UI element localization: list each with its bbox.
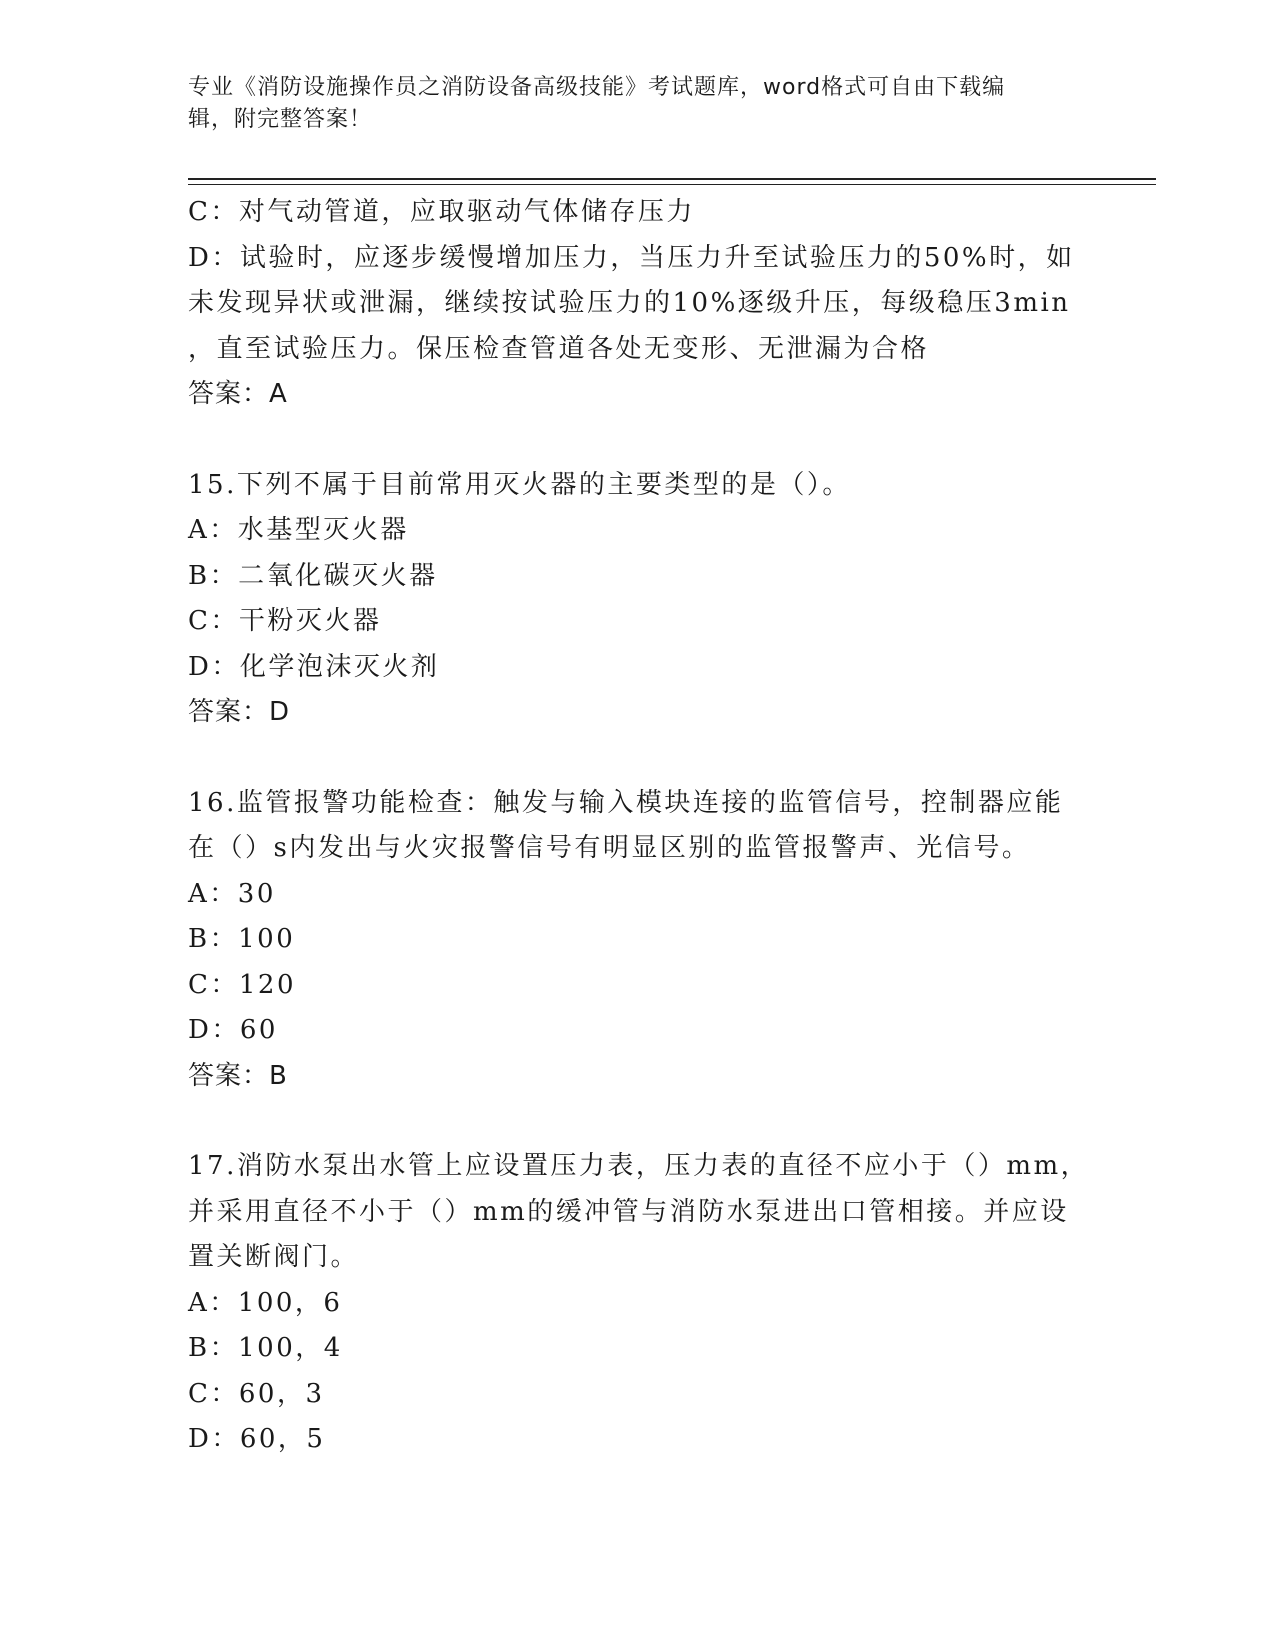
question-stem-line-3: 置关断阀门。 [188,1242,360,1272]
question-stem: 15.下列不属于目前常用灭火器的主要类型的是（）。 [188,469,851,500]
option-b: B：二氧化碳灭火器 [188,560,438,591]
option-c: C：对气动管道，应取驱动气体储存压力 [188,197,695,227]
option-d-line-3: ，直至试验压力。保压检查管道各处无变形、无泄漏为合格 [188,333,930,364]
option-b: B：100 [188,924,296,954]
option-a: A：水基型灭火器 [188,515,409,545]
answer: 答案：B [188,1060,288,1091]
option-c: C：60，3 [188,1378,325,1409]
prev-question [188,190,1088,418]
option-d: D：60，5 [188,1424,326,1454]
question-stem-line-2: 并采用直径不小于（）mm的缓冲管与消防水泵进出口管相接。并应设 [188,1196,1069,1227]
question-16 [188,781,1088,1100]
option-b: B：100，4 [188,1333,343,1363]
question-15 [188,463,1088,736]
header-line-2: 辑，附完整答案！ [188,107,373,132]
header-rule-thick [188,178,1156,180]
option-c: C：干粉灭火器 [188,606,382,636]
header-line-1: 专业《消防设施操作员之消防设备高级技能》考试题库，word格式可自由下载编 [188,75,1006,100]
option-a: A：100，6 [188,1287,343,1318]
option-a: A：30 [188,878,276,909]
question-content [188,190,1088,1463]
header-rule-thin [188,184,1156,185]
page-header [188,72,1068,136]
option-c: C：120 [188,969,297,1000]
question-stem-line-2: 在（）s内发出与火灾报警信号有明显区别的监管报警声、光信号。 [188,833,1031,863]
answer: 答案：A [188,379,288,409]
question-stem-line-1: 16.监管报警功能检查：触发与输入模块连接的监管信号，控制器应能 [188,787,1064,818]
option-d: D：60 [188,1015,278,1045]
question-17 [188,1144,1088,1463]
option-d: D：化学泡沫灭火剂 [188,651,440,682]
option-d-line-1: D：试验时，应逐步缓慢增加压力，当压力升至试验压力的50%时，如 [188,242,1075,273]
question-stem-line-1: 17.消防水泵出水管上应设置压力表，压力表的直径不应小于（）mm， [188,1151,1090,1181]
option-d-line-2: 未发现异状或泄漏，继续按试验压力的10%逐级升压，每级稳压3min [188,288,1071,318]
answer: 答案：D [188,697,291,727]
